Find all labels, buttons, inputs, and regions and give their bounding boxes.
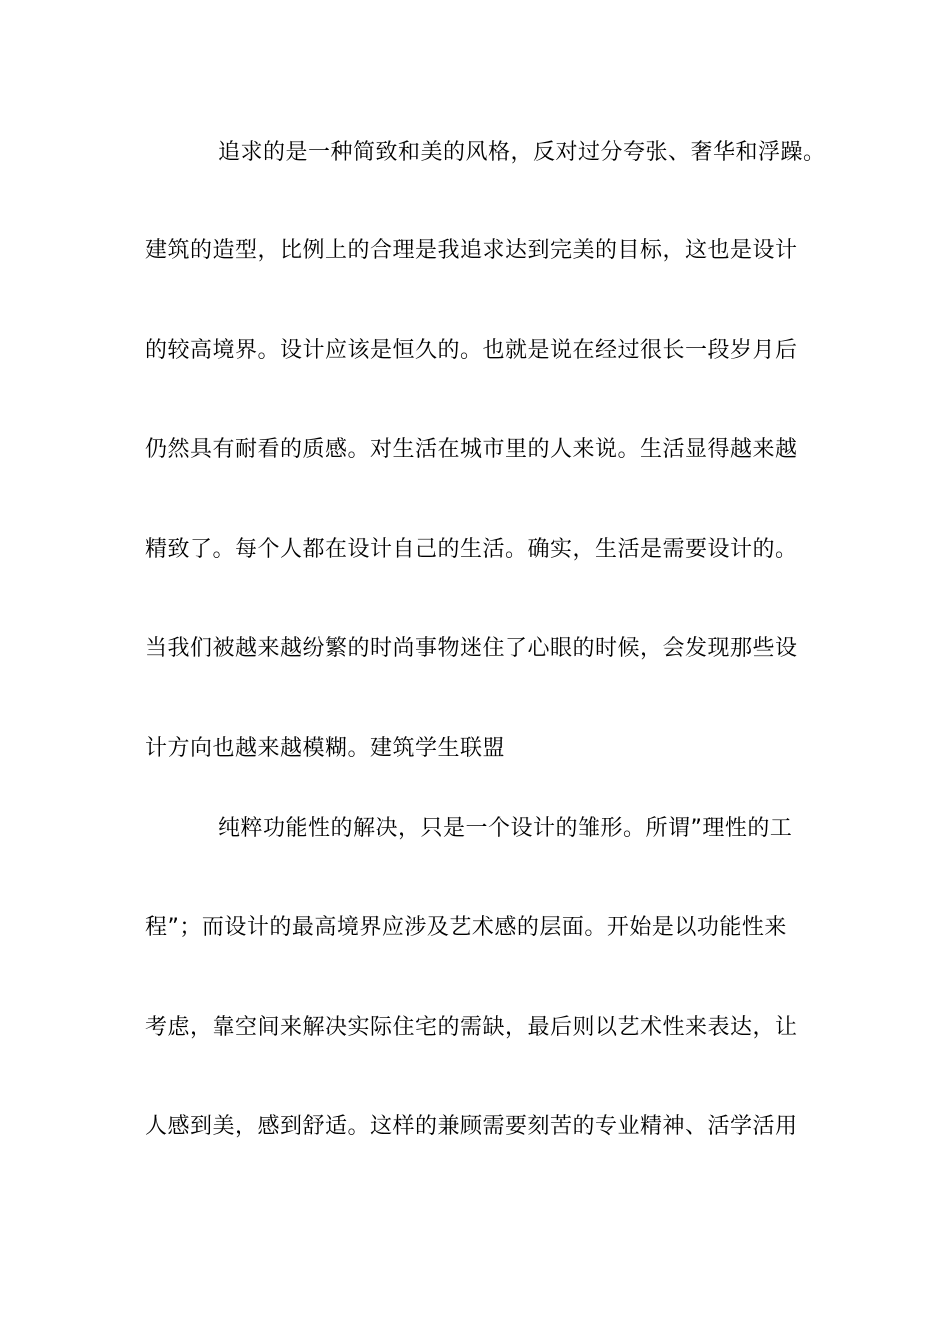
text-line: 考虑，靠空间来解决实际住宅的需缺，最后则以艺术性来表达，让	[145, 1015, 798, 1040]
text-line: 的较高境界。设计应该是恒久的。也就是说在经过很长一段岁月后	[145, 338, 798, 363]
text-line: 人感到美，感到舒适。这样的兼顾需要刻苦的专业精神、活学活用	[145, 1114, 798, 1139]
text-line: 当我们被越来越纷繁的时尚事物迷住了心眼的时候，会发现那些设	[145, 636, 798, 661]
text-line: 仍然具有耐看的质感。对生活在城市里的人来说。生活显得越来越	[145, 437, 798, 462]
text-line: 程”；而设计的最高境界应涉及艺术感的层面。开始是以功能性来	[145, 915, 787, 940]
text-line: 纯粹功能性的解决，只是一个设计的雏形。所谓”理性的工	[218, 816, 793, 841]
text-line: 精致了。每个人都在设计自己的生活。确实，生活是需要设计的。	[145, 537, 798, 562]
text-line: 计方向也越来越模糊。建筑学生联盟	[145, 736, 506, 761]
text-line: 追求的是一种简致和美的风格，反对过分夸张、奢华和浮躁。	[218, 140, 826, 165]
text-line: 建筑的造型，比例上的合理是我追求达到完美的目标，这也是设计	[145, 238, 798, 263]
